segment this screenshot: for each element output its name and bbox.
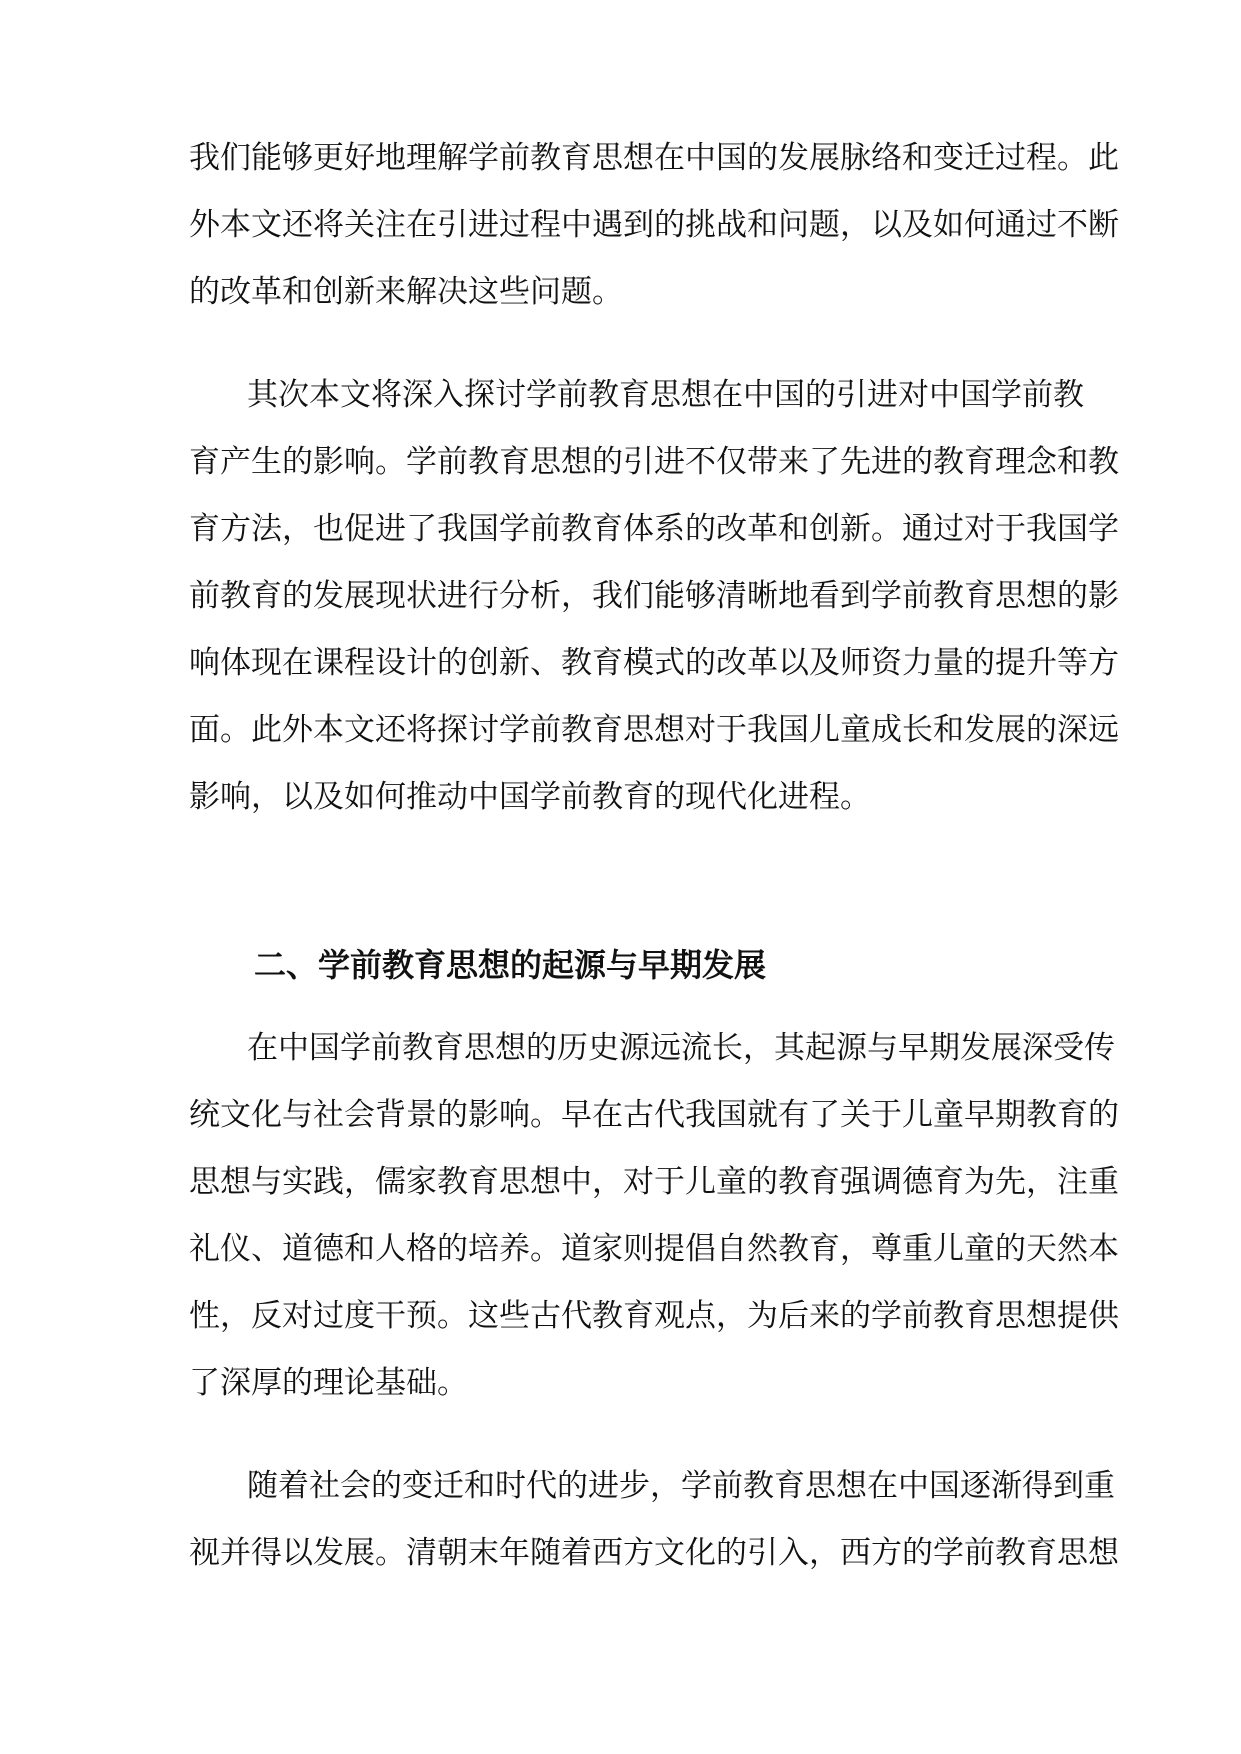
- text-line: 随着社会的变迁和时代的进步，学前教育思想在中国逐渐得到重: [247, 1468, 1115, 1504]
- text-line: 响体现在课程设计的创新、教育模式的改革以及师资力量的提升等方: [189, 645, 1119, 681]
- text-line: 其次本文将深入探讨学前教育思想在中国的引进对中国学前教: [247, 377, 1084, 413]
- text-line: 育产生的影响。学前教育思想的引进不仅带来了先进的教育理念和教: [189, 444, 1119, 480]
- section-heading: 二、学前教育思想的起源与早期发展: [254, 946, 767, 984]
- text-line: 影响，以及如何推动中国学前教育的现代化进程。: [189, 779, 871, 815]
- text-line: 统文化与社会背景的影响。早在古代我国就有了关于儿童早期教育的: [189, 1097, 1119, 1133]
- text-line: 思想与实践，儒家教育思想中，对于儿童的教育强调德育为先，注重: [189, 1164, 1119, 1200]
- text-line: 前教育的发展现状进行分析，我们能够清晰地看到学前教育思想的影: [189, 578, 1119, 614]
- text-line: 视并得以发展。清朝末年随着西方文化的引入，西方的学前教育思想: [189, 1535, 1119, 1571]
- text-line: 的改革和创新来解决这些问题。: [189, 274, 623, 310]
- text-line: 面。此外本文还将探讨学前教育思想对于我国儿童成长和发展的深远: [189, 712, 1119, 748]
- text-line: 性，反对过度干预。这些古代教育观点，为后来的学前教育思想提供: [189, 1298, 1119, 1334]
- text-line: 了深厚的理论基础。: [189, 1365, 468, 1401]
- text-line: 育方法，也促进了我国学前教育体系的改革和创新。通过对于我国学: [189, 511, 1119, 547]
- text-line: 在中国学前教育思想的历史源远流长，其起源与早期发展深受传: [247, 1030, 1115, 1066]
- text-line: 礼仪、道德和人格的培养。道家则提倡自然教育，尊重儿童的天然本: [189, 1231, 1119, 1267]
- text-line: 我们能够更好地理解学前教育思想在中国的发展脉络和变迁过程。此: [189, 140, 1119, 176]
- text-line: 外本文还将关注在引进过程中遇到的挑战和问题，以及如何通过不断: [189, 207, 1119, 243]
